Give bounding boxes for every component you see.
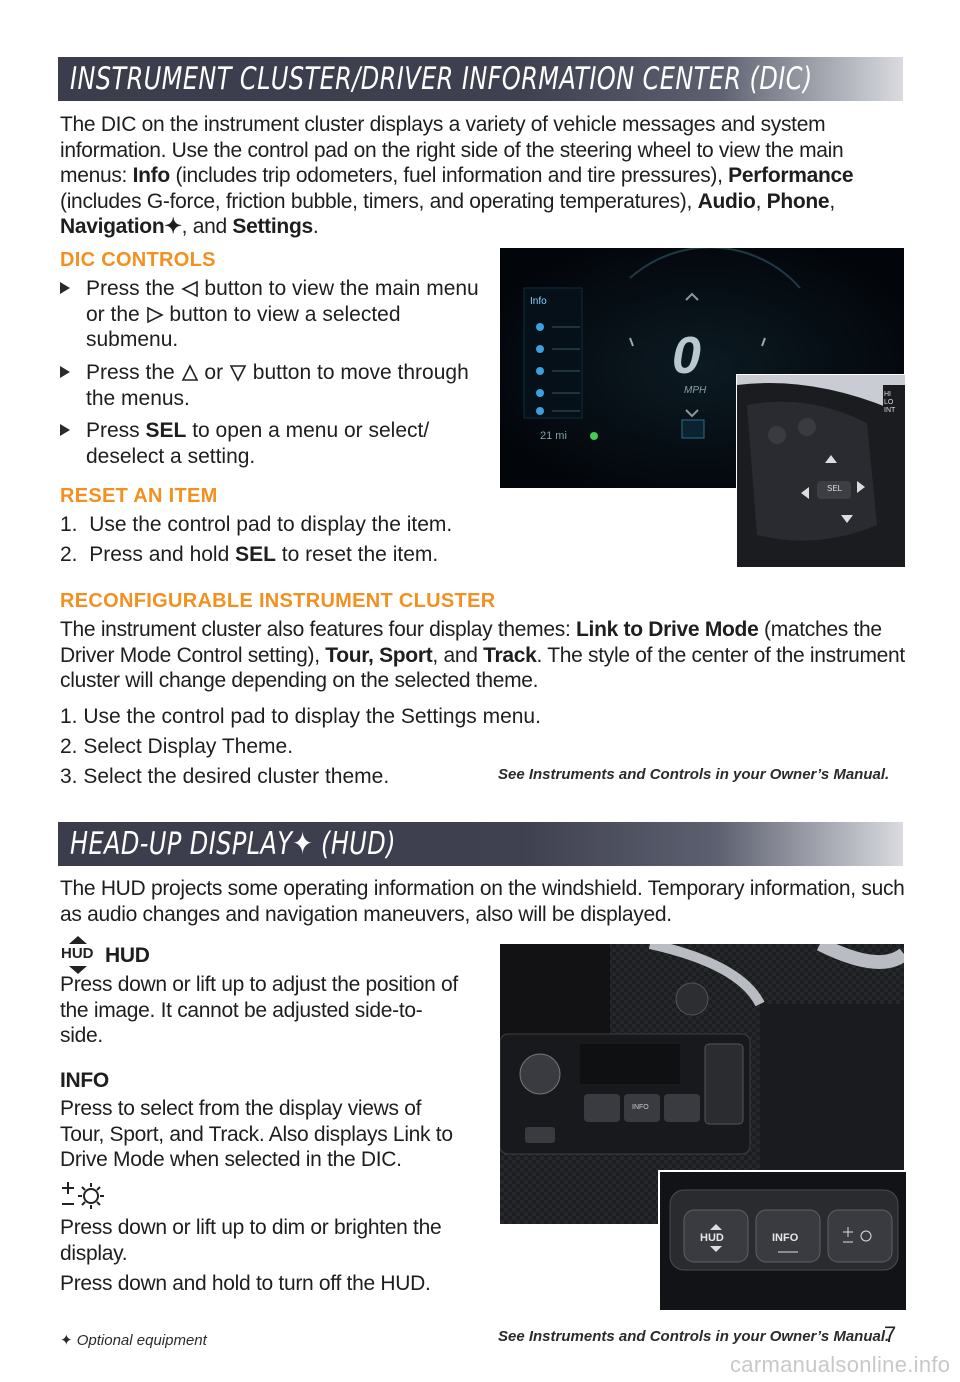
dic-bullet-2: Press the or button to move through the menus. [60, 360, 480, 411]
menu-info: Info [132, 164, 170, 187]
reset-step: 1. Use the control pad to display the item. [60, 513, 453, 536]
pad-hi-lo-label: HI LO INT [884, 391, 896, 414]
up-triangle-icon [181, 364, 199, 382]
reconfig-text: The instrument cluster also features four display themes: Link to Drive Mode (matches the Driver Mode Control setting), Tour, Sport, and Track. The style of the center of the instrument cluster will change depending on the selected theme. [60, 618, 905, 692]
menu-performance: Performance [728, 164, 854, 187]
reconfig-heading: RECONFIGURABLE INSTRUMENT CLUSTER [60, 590, 496, 612]
bullet-arrow-icon [60, 366, 70, 378]
optional-equipment-note: ✦ Optional equipment [60, 1332, 207, 1349]
menu-navigation: Navigation✦ [60, 215, 182, 238]
dic-bullet-3: Press SEL to open a menu or select/ deselect a setting. [60, 418, 480, 469]
hud-buttons-inset-photo [658, 1170, 908, 1312]
dic-controls-heading: DIC CONTROLS [60, 249, 216, 271]
hud-adjust-icon [58, 936, 98, 974]
reset-steps [60, 510, 452, 570]
menu-phone: Phone [766, 189, 830, 213]
brightness-text: Press down or lift up to dim or brighten the display. [60, 1216, 442, 1265]
hud-photo-info-small: INFO [632, 1104, 649, 1111]
brightness-icon [58, 1180, 110, 1210]
steering-control-pad-photo [736, 374, 906, 568]
hud-section-banner [58, 822, 903, 866]
hud-position-text: Press down or lift up to adjust the position of the image. It cannot be adjusted side-to-side. [60, 973, 458, 1047]
down-triangle-icon [229, 364, 247, 382]
reconfig-step: 3. Select the desired cluster theme. [60, 765, 390, 788]
reset-heading: RESET AN ITEM [60, 485, 218, 507]
menu-audio: Audio [697, 189, 756, 213]
left-triangle-icon [181, 280, 199, 298]
inset-hud-label: HUD [700, 1232, 724, 1244]
info-text: Press to select from the display views of Tour, Sport, and Track. Also displays Link to Drive Mode when selected in the DIC. [60, 1097, 453, 1171]
dic-section-title: INSTRUMENT CLUSTER/DRIVER INFORMATION CENTER (DIC) [70, 61, 813, 97]
bullet-arrow-icon [60, 282, 70, 294]
page-number: 7 [884, 1322, 897, 1347]
reconfig-step: 2. Select Display Theme. [60, 735, 294, 758]
hud-off-text: Press down and hold to turn off the HUD. [60, 1272, 431, 1295]
hud-section-title: HEAD-UP DISPLAY✦ (HUD) [70, 826, 396, 862]
cluster-speed-unit: MPH [684, 385, 707, 396]
right-triangle-icon [146, 306, 164, 324]
cluster-speed: 0 [672, 327, 701, 385]
hud-heading: HUD [105, 944, 150, 967]
info-heading: INFO [60, 1069, 109, 1092]
inset-info-label: INFO [772, 1232, 799, 1244]
cluster-odometer: 21 mi [540, 430, 567, 442]
bullet-arrow-icon [60, 424, 70, 436]
menu-settings: Settings [232, 215, 313, 238]
dic-intro: The DIC on the instrument cluster displays a variety of vehicle messages and system information. Use the control pad on the right side of the steering wheel to view the main menus: Info (includes trip odometers, fuel information and tire pressures), Performance (includes G-force, friction bubble, timers, and operating temperatures), Audio, Phone, Navigation✦, and Settings. [60, 113, 854, 238]
hud-icon-label: HUD [61, 945, 94, 962]
dic-section-banner [58, 57, 903, 101]
dic-bullet-1: Press the button to view the main menu or the button to view a selected submenu. [60, 276, 480, 353]
watermark: carmanualsonline.info [730, 1352, 951, 1377]
hud-manual-reference: See Instruments and Controls in your Owner’s Manual. [498, 1328, 890, 1345]
pad-sel-label: SEL [827, 484, 843, 493]
reconfig-steps [60, 702, 541, 792]
cluster-menu-label: Info [530, 296, 547, 307]
hud-intro: The HUD projects some operating information on the windshield. Temporary information, such as audio changes and navigation maneuvers, also will be displayed. [60, 877, 905, 926]
reset-step: 2. Press and hold SEL to reset the item. [60, 543, 439, 566]
dic-manual-reference: See Instruments and Controls in your Owner’s Manual. [498, 766, 890, 783]
reconfig-step: 1. Use the control pad to display the Settings menu. [60, 705, 541, 728]
